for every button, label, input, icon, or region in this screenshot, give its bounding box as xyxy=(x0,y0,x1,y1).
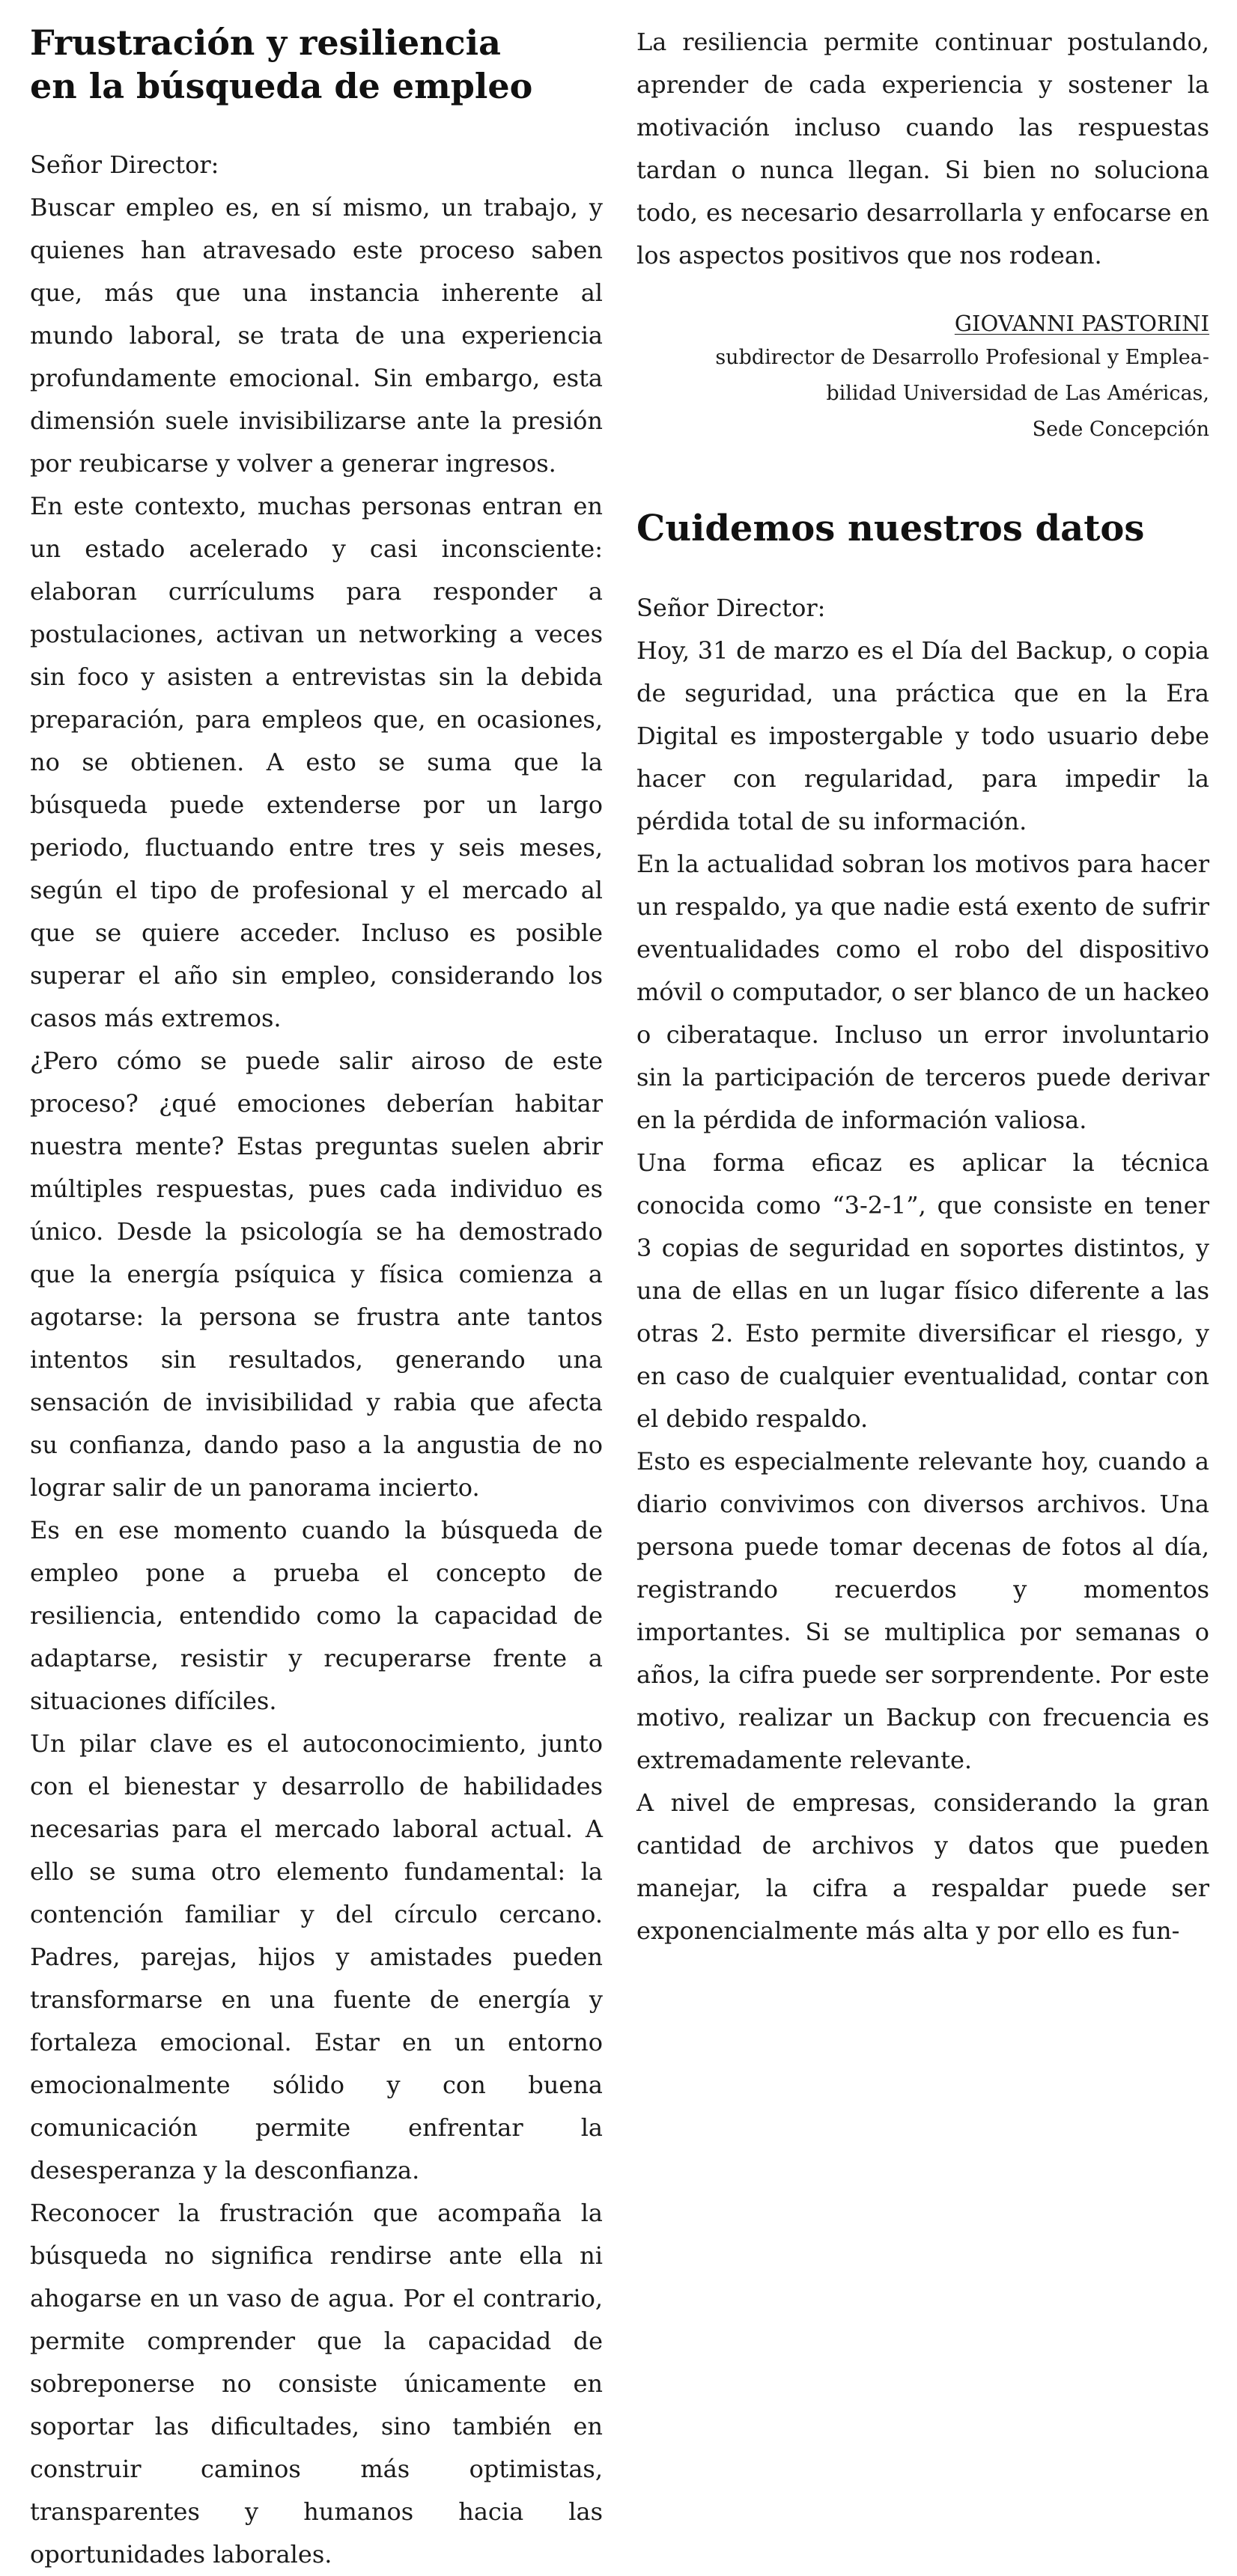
letter1-paragraph-1: Buscar empleo es, en sí mismo, un trabajo, y quienes han atravesado este proceso saben que, más que una instancia inherente al mundo laboral, se trata de una experiencia profundamente emocional. Sin embargo, esta dimensión suele invisibilizarse ante la presión por reubicarse y volver a generar ingresos. xyxy=(30,193,603,478)
letter2-salutation: Señor Director: xyxy=(636,594,826,622)
letter1-paragraph-4: Es en ese momento cuando la búsqueda de empleo pone a prueba el concepto de resiliencia, entendido como la capacidad de adaptarse, resistir y recuperarse frente a situaciones difíciles. xyxy=(30,1516,603,1715)
right-column xyxy=(636,21,1209,1952)
letter1-paragraph-2: En este contexto, muchas personas entran en un estado acelerado y casi inconsciente: elaboran currículums para responder a postulaciones, activan un networking a veces sin foco y asisten a entrevistas sin la debida preparación, para empleos que, en ocasiones, no se obtienen. A esto se suma que la búsqueda puede extenderse por un largo periodo, fluctuando entre tres y seis meses, según el tipo de profesional y el mercado al que se quiere acceder. Incluso es posible superar el año sin empleo, considerando los casos más extremos. xyxy=(30,492,603,1032)
signature-role-line1: subdirector de Desarrollo Profesional y Emplea- xyxy=(715,346,1209,369)
letter1-title-line1: Frustración y resiliencia xyxy=(30,22,501,63)
letter2-title: Cuidemos nuestros datos xyxy=(636,508,1145,549)
signature-name: GIOVANNI PASTORINI xyxy=(954,311,1209,336)
signature-role-line3: Sede Concepción xyxy=(1032,418,1209,441)
letter1-signature xyxy=(636,307,1209,448)
letter1-paragraph-3: ¿Pero cómo se puede salir airoso de este proceso? ¿qué emociones deberían habitar nuestra mente? Estas preguntas suelen abrir múltiples respuestas, pues cada individuo es único. Desde la psicología se ha demostrado que la energía psíquica y física comienza a agotarse: la persona se frustra ante tantos intentos sin resultados, generando una sensación de invisibilidad y rabia que afecta su confianza, dando paso a la angustia de no lograr salir de un panorama incierto. xyxy=(30,1047,603,1502)
letter2-paragraph-4: Esto es especialmente relevante hoy, cuando a diario convivimos con diversos archivos. Una persona puede tomar decenas de fotos al día, registrando recuerdos y momentos importantes. Si se multiplica por semanas o años, la cifra puede ser sorprendente. Por este motivo, realizar un Backup con frecuencia es extremadamente relevante. xyxy=(636,1447,1209,1774)
letter2-paragraph-1: Hoy, 31 de marzo es el Día del Backup, o copia de seguridad, una práctica que en la Era Digital es impostergable y todo usuario debe hacer con regularidad, para impedir la pérdida total de su información. xyxy=(636,636,1209,835)
left-column xyxy=(30,21,603,2576)
letter2-paragraph-2: En la actualidad sobran los motivos para hacer un respaldo, ya que nadie está exento de sufrir eventualidades como el robo del dispositivo móvil o computador, o ser blanco de un hackeo o ciberataque. Incluso un error involuntario sin la participación de terceros puede derivar en la pérdida de información valiosa. xyxy=(636,850,1209,1134)
signature-role-line2: bilidad Universidad de Las Américas, xyxy=(826,382,1209,405)
letter1-title-line2: en la búsqueda de empleo xyxy=(30,66,533,106)
letter1-salutation: Señor Director: xyxy=(30,150,219,179)
letter2-paragraph-3: Una forma eficaz es aplicar la técnica conocida como “3-2-1”, que consiste en tener 3 copias de seguridad en soportes distintos, y una de ellas en un lugar físico diferente a las otras 2. Esto permite diversificar el riesgo, y en caso de cualquier eventualidad, contar con el debido respaldo. xyxy=(636,1148,1209,1433)
letter2-paragraph-5: A nivel de empresas, considerando la gran cantidad de archivos y datos que pueden manejar, la cifra a respaldar puede ser exponencialmente más alta y por ello es fun- xyxy=(636,1788,1209,1945)
letter1-paragraph-6: Reconocer la frustración que acompaña la búsqueda no significa rendirse ante ella ni ahogarse en un vaso de agua. Por el contrario, permite comprender que la capacidad de sobreponerse no consiste únicamente en soportar las dificultades, sino también en construir caminos más optimistas, transparentes y humanos hacia las oportunidades laborales. xyxy=(30,2199,603,2569)
letter1-paragraph-7: La resiliencia permite continuar postulando, aprender de cada experiencia y sostener la motivación incluso cuando las respuestas tardan o nunca llegan. Si bien no soluciona todo, es necesario desarrollarla y enfocarse en los aspectos positivos que nos rodean. xyxy=(636,28,1209,270)
letter1-title xyxy=(30,21,603,108)
letter1-paragraph-5: Un pilar clave es el autoconocimiento, junto con el bienestar y desarrollo de habilidades necesarias para el mercado laboral actual. A ello se suma otro elemento fundamental: la contención familiar y del círculo cercano. Padres, parejas, hijos y amistades pueden transformarse en una fuente de energía y fortaleza emocional. Estar en un entorno emocionalmente sólido y con buena comunicación permite enfrentar la desesperanza y la desconfianza. xyxy=(30,1729,603,2184)
